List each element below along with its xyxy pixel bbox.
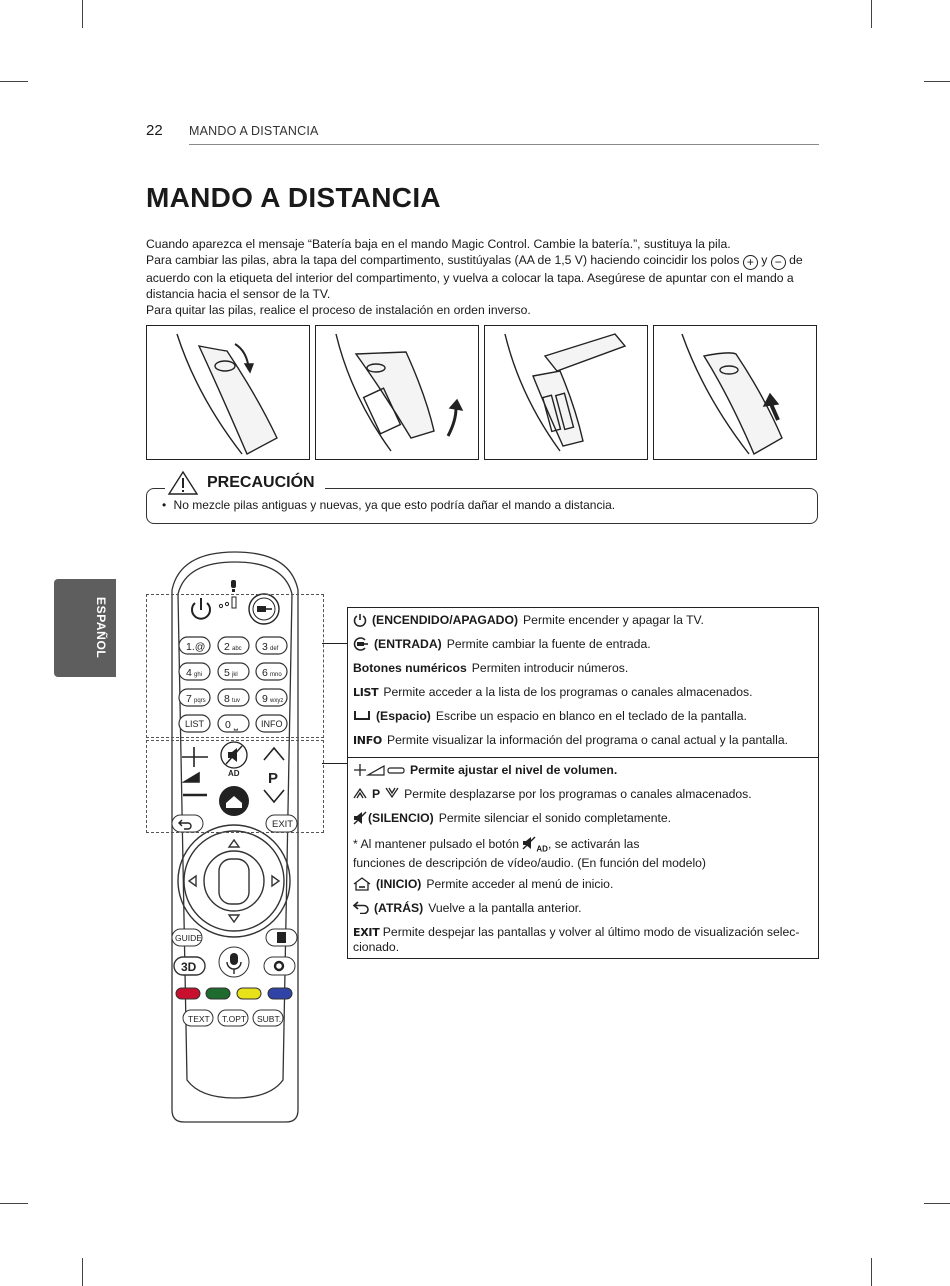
back-row (353, 898, 812, 922)
mute-icon (353, 811, 367, 825)
exit-key-label: EXIT (272, 819, 294, 830)
topt-key-label: T.OPT (222, 1014, 247, 1024)
key-9-label: 9 (262, 693, 268, 705)
power-row (353, 610, 812, 634)
key-5-label: 5 (224, 667, 230, 679)
voice-button[interactable] (219, 947, 249, 977)
intro-line-2: Para cambiar las pilas, abra la tapa del compartimento, sustitúyalas (AA de 1,5 V) haciendo coincidir los polos + y − de acuerdo con la etiqueta del interior del compartimento, y vuelva a colocar la tapa. Asegúrese de apuntar con el mando a distancia hacia el sensor de la TV. (146, 253, 803, 301)
intro-text (146, 236, 818, 318)
green-button[interactable] (206, 988, 230, 999)
key-2-sub: abc (232, 646, 242, 652)
connector-line-2 (322, 763, 347, 764)
home-icon (353, 877, 371, 891)
caution-text (162, 498, 615, 512)
function-table (347, 607, 819, 959)
back-icon (353, 901, 369, 914)
key-7-label: 7 (186, 693, 192, 705)
space-row (353, 706, 812, 730)
back-label: (ATRÁS) (374, 901, 424, 916)
caution-title: PRECAUCIÓN (207, 474, 315, 491)
mute-ad-icon (522, 836, 536, 850)
mute-row (353, 808, 812, 832)
back-desc: Vuelve a la pantalla anterior. (428, 901, 582, 916)
subt-key-label: SUBT. (257, 1014, 282, 1024)
program-desc: Permite desplazarse por los programas o canales almacenados. (404, 787, 752, 801)
navigation-ring[interactable] (178, 825, 290, 937)
battery-step-3-image (484, 325, 648, 460)
language-tab (54, 579, 116, 677)
mute-note-start: * Al mantener pulsado el botón (353, 837, 520, 851)
program-label-legend: P (372, 787, 381, 801)
input-label: (ENTRADA) (374, 637, 442, 651)
function-section-2 (348, 757, 818, 958)
exit-row (353, 922, 812, 955)
mic-indicator-icon (231, 580, 236, 592)
key-6-label: 6 (262, 667, 268, 679)
volume-label: Permite ajustar el nivel de volumen. (410, 763, 618, 777)
list-key-label: LIST (185, 719, 205, 729)
text-key-label: TEXT (188, 1014, 210, 1024)
info-row (353, 730, 812, 754)
mute-note-end: , se activarán las (547, 837, 640, 851)
input-row (353, 634, 812, 658)
home-desc: Permite acceder al menú de inicio. (426, 877, 614, 892)
mute-note-ad: AD (536, 844, 548, 854)
key-8-sub: tuv (232, 698, 241, 704)
lower-button-group-outline (146, 740, 324, 833)
numeric-label: Botones numéricos (353, 661, 467, 675)
mute-note-line2: funciones de descripción de vídeo/audio. (En función del modelo) (353, 856, 706, 871)
exit-desc-cont: cionado. (353, 940, 400, 955)
key-9-sub: wxyz (270, 698, 284, 704)
volume-icons (353, 763, 405, 777)
program-label: P (268, 770, 279, 787)
home-label: (INICIO) (376, 877, 422, 892)
space-label: (Espacio) (376, 709, 431, 723)
ad-label: AD (228, 769, 240, 778)
key-1-label: 1.@ (186, 641, 206, 653)
page-number: 22 (146, 122, 163, 139)
key-4-sub: ghi (194, 672, 203, 678)
space-desc: Escribe un espacio en blanco en el teclado de la pantalla. (435, 709, 747, 723)
caution-heading (165, 468, 325, 498)
key-3-sub: def (270, 646, 279, 652)
info-desc: Permite visualizar la información del programa o canal actual y la pantalla. (386, 733, 789, 747)
minus-pole-icon: − (771, 255, 786, 270)
caution-bullet: • (162, 498, 167, 512)
volume-row (353, 760, 812, 784)
key-3-label: 3 (262, 641, 268, 653)
running-header: MANDO A DISTANCIA (189, 124, 319, 138)
exit-label: EXIT (353, 926, 380, 940)
settings-button[interactable] (264, 957, 295, 975)
intro-line-1: Cuando aparezca el mensaje “Batería baja en el mando Magic Control. Cambie la batería.”, sustituya la pila. (146, 237, 731, 251)
header-rule (189, 144, 819, 145)
power-desc: Permite encender y apagar la TV. (523, 613, 704, 627)
info-key-label: INFO (261, 719, 283, 729)
list-label: LIST (353, 686, 379, 699)
upper-button-group-outline (146, 594, 324, 738)
key-8-label: 8 (224, 693, 230, 705)
input-icon (353, 637, 369, 651)
connector-line-1 (322, 643, 347, 644)
battery-step-4-image (653, 325, 817, 460)
key-7-sub: pqrs (194, 698, 206, 704)
battery-step-2-image (315, 325, 479, 460)
ok-wheel-button[interactable] (204, 851, 264, 911)
key-5-sub: jkl (232, 672, 238, 678)
key-2-label: 2 (224, 641, 230, 653)
channel-down-icon-legend (385, 787, 399, 799)
intro-line-3: Para quitar las pilas, realice el proceso de instalación en orden inverso. (146, 303, 531, 317)
input-desc: Permite cambiar la fuente de entrada. (446, 637, 651, 651)
mute-note (353, 832, 812, 871)
key-4-label: 4 (186, 667, 192, 679)
key-6-sub: mno (270, 672, 282, 678)
blue-button[interactable] (268, 988, 292, 999)
key-0-label: 0 ⎵ (225, 719, 238, 731)
red-button[interactable] (176, 988, 200, 999)
guide-key-label: GUIDE (175, 933, 202, 943)
info-label: INFO (353, 734, 382, 747)
language-tab-label: ESPAÑOL (94, 597, 108, 659)
power-icon (353, 613, 367, 627)
mute-desc: Permite silenciar el sonido completamente. (438, 811, 672, 825)
program-row (353, 784, 812, 808)
page-title: MANDO A DISTANCIA (146, 182, 441, 213)
caution-body: No mezcle pilas antiguas y nuevas, ya que esto podría dañar el mando a distancia. (173, 498, 616, 512)
exit-desc: Permite despejar las pantallas y volver al último modo de visualización selec- (382, 925, 800, 940)
plus-pole-icon: + (743, 255, 758, 270)
channel-up-icon-legend (353, 787, 367, 799)
function-section-1 (348, 608, 818, 757)
list-desc: Permite acceder a la lista de los programas o canales almacenados. (383, 685, 753, 699)
yellow-button[interactable] (237, 988, 261, 999)
3d-key-label: 3D (181, 960, 197, 974)
power-label: (ENCENDIDO/APAGADO) (372, 613, 519, 627)
numeric-desc: Permiten introducir números. (471, 661, 629, 675)
battery-step-1-image (146, 325, 310, 460)
list-row (353, 682, 812, 706)
home-row (353, 874, 812, 898)
mute-label: (SILENCIO) (368, 811, 434, 825)
warning-icon (167, 470, 199, 496)
space-icon (353, 709, 371, 721)
numeric-row (353, 658, 812, 682)
quick-menu-button[interactable] (266, 929, 297, 946)
